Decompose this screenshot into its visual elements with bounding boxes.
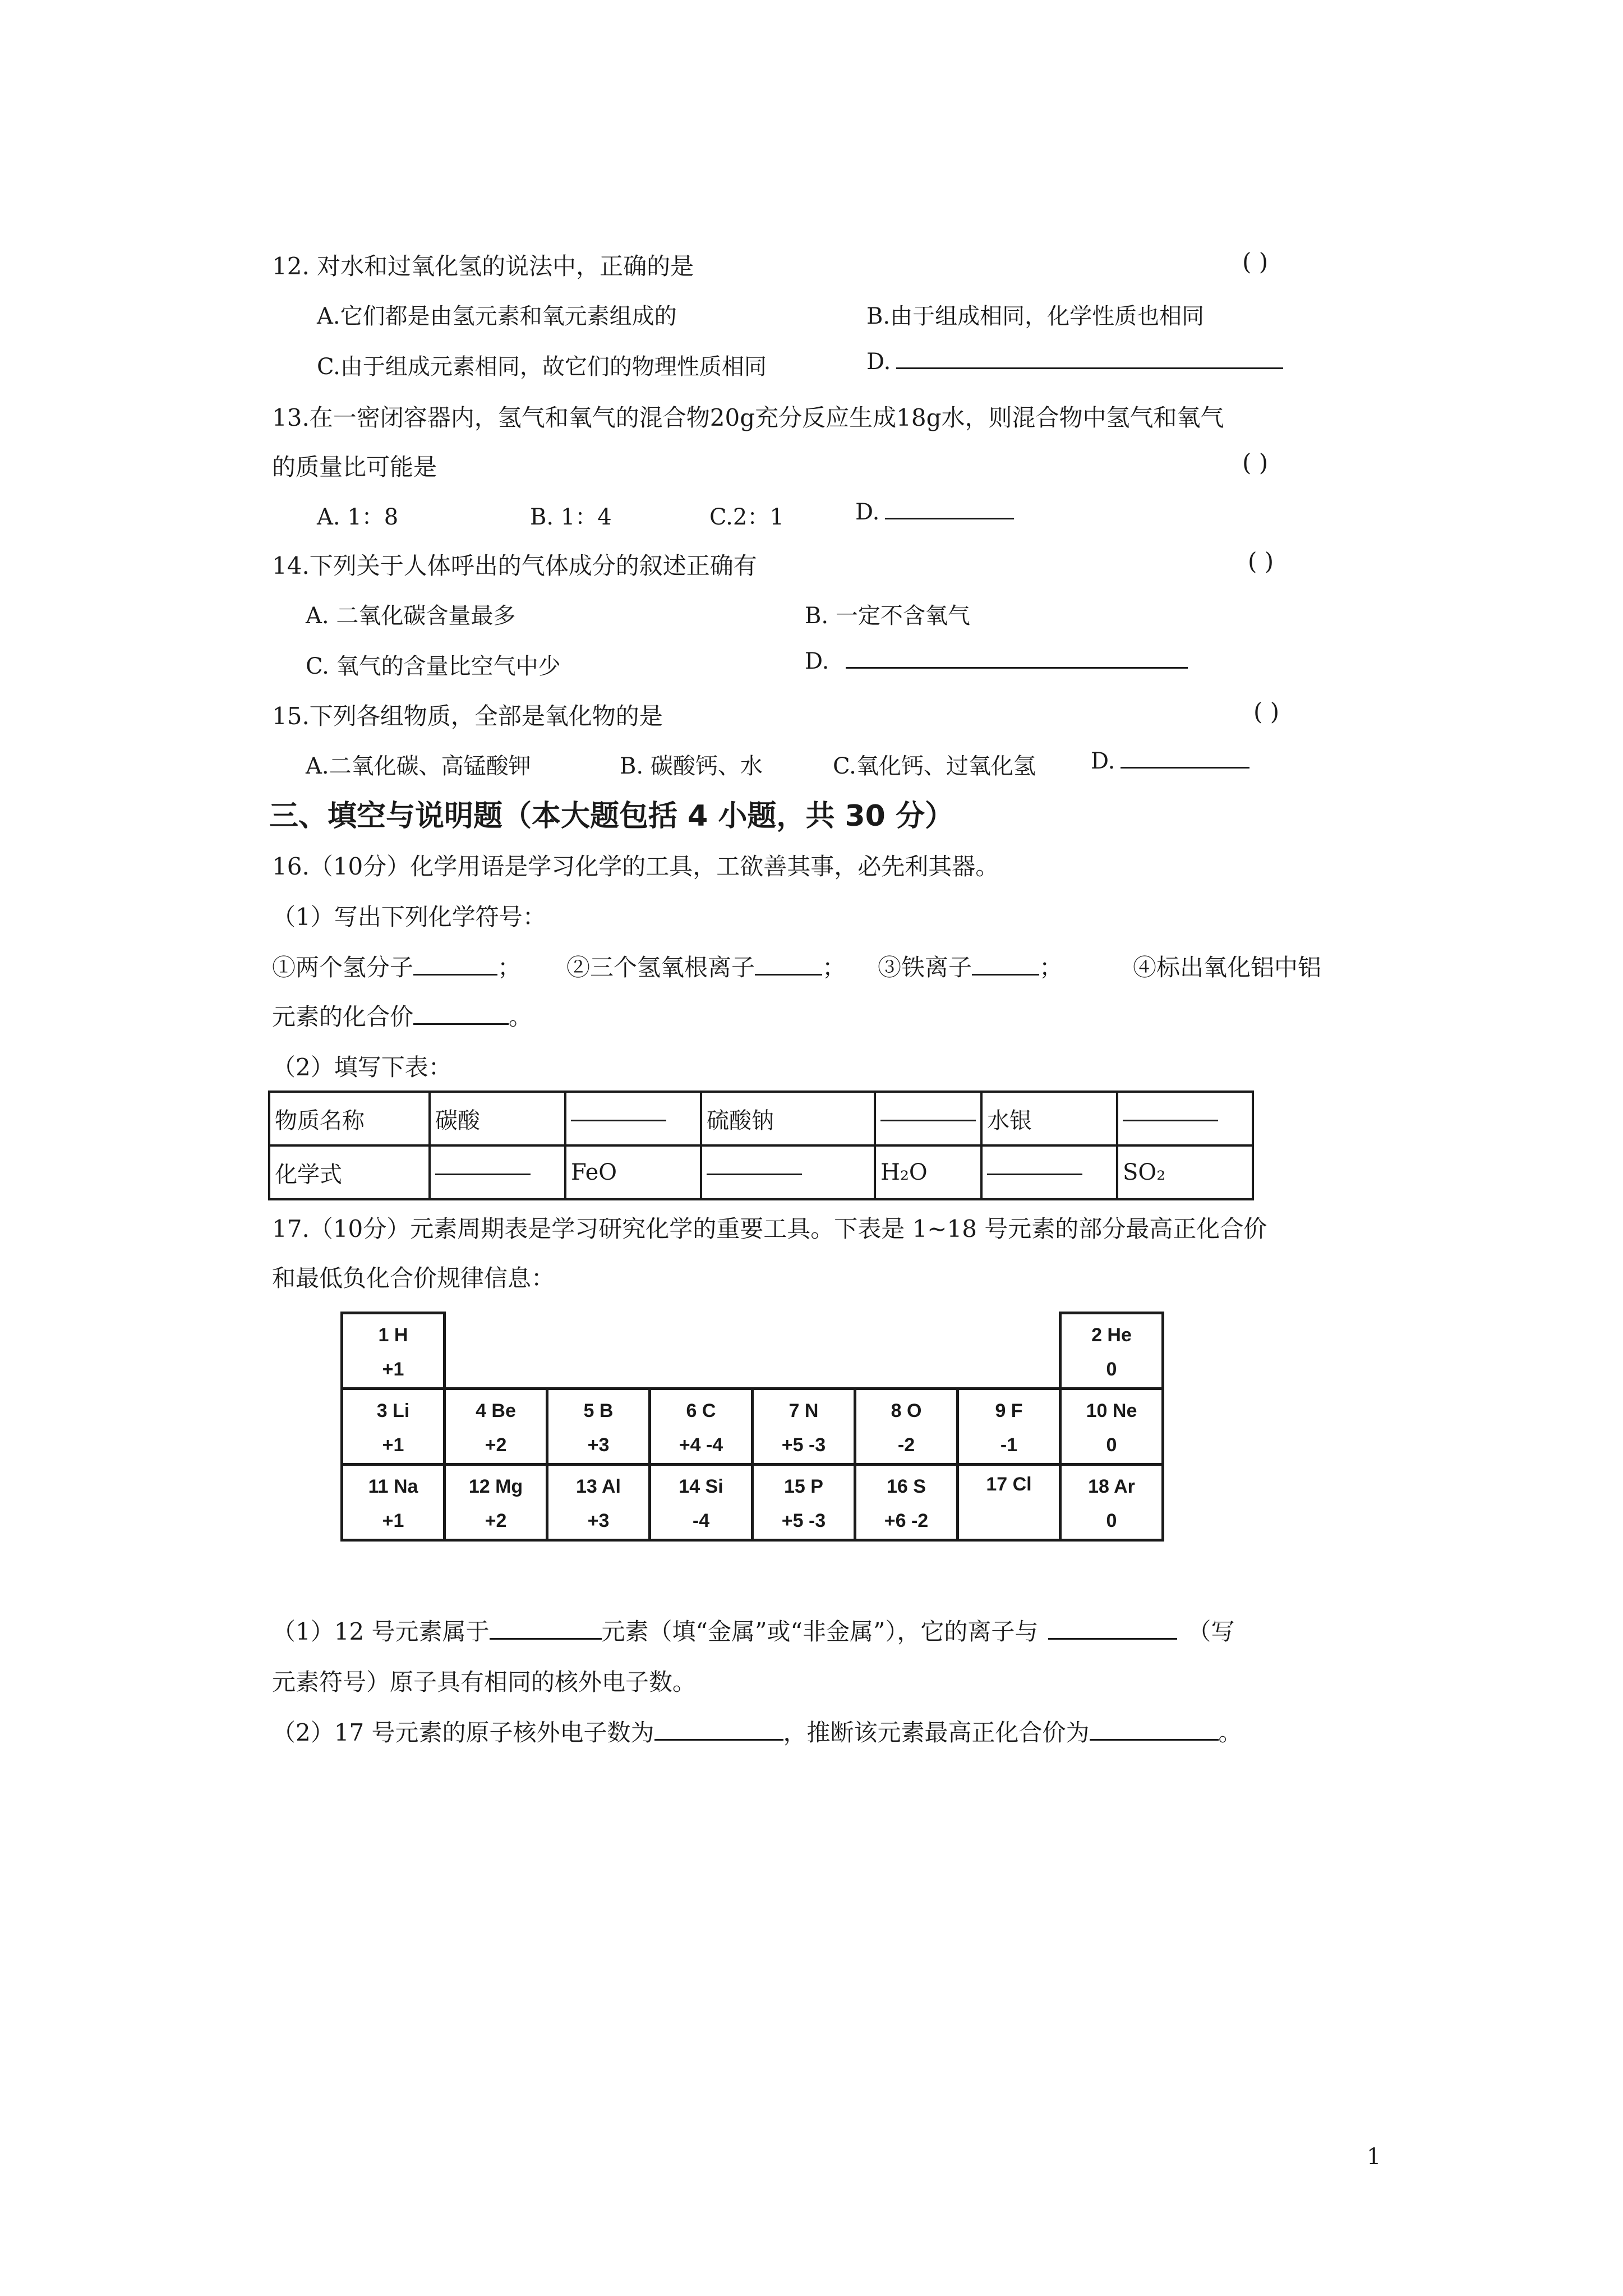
q16-stem: 16.（10分）化学用语是学习化学的工具，工欲善其事，必先利其器。 [272, 853, 999, 880]
periodic-row-1 [342, 1313, 1163, 1389]
q17-p2a: （2）17 号元素的原子核外电子数为 [272, 1719, 654, 1746]
element-valence: +4 -4 [679, 1434, 723, 1456]
q16-item4: ④标出氧化铝中铝 [1133, 954, 1322, 981]
element-valence: +3 [587, 1510, 610, 1531]
q17-p1a: （1）12 号元素属于 [272, 1618, 490, 1645]
element-valence: +5 -3 [781, 1434, 826, 1456]
periodic-row-3 [342, 1465, 1163, 1540]
table-cell-formula: FeO [565, 1145, 701, 1199]
q12-option-d-label: D. [866, 349, 891, 375]
q15-option-b: B. 碳酸钙、水 [620, 753, 763, 779]
blank-line[interactable] [987, 1173, 1082, 1175]
q12-option-c: C.由于组成元素相同，故它们的物理性质相同 [317, 354, 767, 380]
element-symbol: 6 C [686, 1400, 716, 1421]
element-cell [958, 1389, 1061, 1465]
element-symbol: 8 O [891, 1400, 922, 1421]
q13-option-a: A. 1：8 [317, 504, 399, 530]
element-symbol: 2 He [1091, 1324, 1132, 1346]
table-cell-name-blank[interactable] [875, 1092, 981, 1145]
element-cell [1061, 1465, 1163, 1540]
q16-item2-blank[interactable] [755, 973, 822, 976]
q12-option-b: B.由于组成相同，化学性质也相同 [866, 303, 1205, 329]
q16-item4b-label: 元素的化合价 [272, 1003, 414, 1030]
element-symbol: 11 Na [368, 1476, 418, 1497]
q16-item2-label: ②三个氢氧根离子 [566, 954, 755, 981]
q14-option-c: C. 氧气的含量比空气中少 [306, 654, 561, 679]
element-cell [342, 1465, 445, 1540]
element-symbol: 3 Li [376, 1400, 410, 1421]
q17-p1-blank2[interactable] [1048, 1637, 1177, 1640]
q12-d-blank[interactable] [896, 367, 1283, 369]
element-valence: +6 -2 [884, 1510, 929, 1531]
q16-item3 [878, 949, 1063, 983]
blank-line[interactable] [880, 1119, 976, 1121]
q13-stem-line1: 13.在一密闭容器内，氢气和氧气的混合物20g充分反应生成18g水，则混合物中氢气和氧气 [272, 404, 1224, 431]
q13-d-blank[interactable] [885, 517, 1014, 519]
q13-option-c: C.2：1 [709, 504, 784, 530]
q15-option-c: C.氧化钙、过氧化氢 [833, 753, 1036, 779]
element-symbol: 12 Mg [468, 1476, 523, 1497]
q16-item4-cont [272, 999, 532, 1032]
q17-part2 [272, 1714, 1242, 1748]
q12-answer-paren: ( ) [1242, 248, 1269, 275]
element-valence: +5 -3 [781, 1510, 826, 1531]
q15-answer-paren: ( ) [1253, 698, 1280, 725]
table-row [269, 1092, 1253, 1145]
element-symbol: 5 B [583, 1400, 614, 1421]
periodic-table-fragment [340, 1312, 1164, 1542]
element-valence: -4 [692, 1510, 710, 1531]
q14-option-a: A. 二氧化碳含量最多 [306, 603, 516, 629]
q16-item3-sep: ； [1039, 954, 1063, 981]
table-cell-formula: SO₂ [1117, 1145, 1253, 1199]
element-symbol: 18 Ar [1088, 1476, 1135, 1497]
element-cell [855, 1465, 958, 1540]
q17-p2-blank2[interactable] [1090, 1738, 1219, 1741]
element-cell [855, 1389, 958, 1465]
periodic-row-2 [342, 1389, 1163, 1465]
element-valence: -2 [897, 1434, 915, 1456]
q17-stem-line2: 和最低负化合价规律信息： [272, 1264, 555, 1292]
q17-p1c: （写 [1187, 1618, 1235, 1645]
q13-option-d-label: D. [855, 499, 880, 525]
q14-d-blank[interactable] [846, 666, 1188, 669]
q14-answer-paren: ( ) [1248, 547, 1274, 575]
element-cell-He [1061, 1313, 1163, 1389]
table-cell-formula-blank[interactable] [981, 1145, 1117, 1199]
element-valence: +1 [382, 1510, 404, 1531]
q15-option-d-label: D. [1091, 748, 1115, 774]
element-cell [547, 1465, 650, 1540]
page-number: 1 [1367, 2144, 1381, 2170]
q13-option-d [855, 499, 1014, 525]
table-cell-formula-blank[interactable] [701, 1145, 875, 1199]
element-cell [753, 1389, 855, 1465]
empty-cell [650, 1313, 753, 1389]
q16-sub2: （2）填写下表： [272, 1053, 452, 1081]
element-symbol: 17 Cl [986, 1474, 1032, 1495]
element-valence: -1 [1000, 1434, 1018, 1456]
q16-item2 [566, 949, 846, 983]
q15-option-a: A.二氧化碳、高锰酸钾 [306, 753, 531, 779]
element-symbol: 7 N [789, 1400, 819, 1421]
element-valence: 0 [1106, 1510, 1117, 1531]
element-cell [445, 1465, 547, 1540]
q17-part1-line1 [272, 1613, 1234, 1647]
empty-cell [855, 1313, 958, 1389]
empty-cell [753, 1313, 855, 1389]
table-cell-name: 硫酸钠 [701, 1092, 875, 1145]
q12-stem: 12. 对水和过氧化氢的说法中，正确的是 [272, 252, 694, 280]
element-symbol: 4 Be [476, 1400, 516, 1421]
q14-option-b: B. 一定不含氧气 [805, 603, 970, 629]
q17-stem-line1: 17.（10分）元素周期表是学习研究化学的重要工具。下表是 1~18 号元素的部分最高正化合价 [272, 1215, 1267, 1243]
q14-option-d-label: D. [805, 648, 829, 674]
element-symbol: 15 P [784, 1476, 823, 1497]
element-valence: +3 [587, 1434, 610, 1456]
table-row-label: 化学式 [269, 1145, 430, 1199]
q13-option-b: B. 1：4 [530, 504, 612, 530]
q12-option-a: A.它们都是由氢元素和氧元素组成的 [317, 303, 677, 329]
element-cell [650, 1389, 753, 1465]
q17-p1-blank1[interactable] [490, 1637, 602, 1640]
element-symbol: 9 F [995, 1400, 1023, 1421]
element-cell-Cl [958, 1465, 1061, 1540]
blank-line[interactable] [707, 1173, 802, 1175]
table-cell-name: 碳酸 [430, 1092, 565, 1145]
table-cell-name: 水银 [981, 1092, 1117, 1145]
element-valence: 0 [1106, 1359, 1117, 1380]
q16-item3-label: ③铁离子 [878, 954, 972, 981]
q16-substance-table [268, 1091, 1254, 1200]
q12-option-d [866, 349, 1283, 375]
q16-sub1: （1）写出下列化学符号： [272, 903, 546, 931]
q17-p2b: ，推断该元素最高正化合价为 [783, 1719, 1090, 1746]
q14-stem: 14.下列关于人体呼出的气体成分的叙述正确有 [272, 552, 757, 579]
element-valence: +2 [485, 1510, 507, 1531]
element-symbol: 13 Al [575, 1476, 621, 1497]
q17-p2c: 。 [1218, 1719, 1242, 1746]
q16-item3-blank[interactable] [972, 973, 1039, 976]
element-valence: +1 [382, 1359, 404, 1380]
empty-cell [958, 1313, 1061, 1389]
element-cell [1061, 1389, 1163, 1465]
empty-cell [445, 1313, 547, 1389]
q16-item2-sep: ； [822, 954, 846, 981]
q16-item1-blank[interactable] [413, 973, 497, 976]
table-row [269, 1145, 1253, 1199]
element-symbol: 10 Ne [1086, 1400, 1137, 1421]
q13-stem-line2: 的质量比可能是 [272, 453, 437, 481]
section-3-heading: 三、填空与说明题（本大题包括 4 小题，共 30 分） [269, 799, 954, 833]
blank-line[interactable] [435, 1173, 531, 1175]
element-valence: 0 [1106, 1434, 1117, 1456]
element-cell [650, 1465, 753, 1540]
element-symbol: 16 S [887, 1476, 926, 1497]
q16-item4-blank[interactable] [413, 1023, 509, 1025]
element-cell-H [342, 1313, 445, 1389]
q16-item1-sep: ； [497, 954, 522, 981]
q16-item1 [272, 949, 521, 983]
table-row-label: 物质名称 [269, 1092, 430, 1145]
empty-cell [547, 1313, 650, 1389]
blank-line[interactable] [1123, 1119, 1218, 1121]
element-cell [753, 1465, 855, 1540]
q16-item1-label: ①两个氢分子 [272, 954, 414, 981]
q17-part1-line2: 元素符号）原子具有相同的核外电子数。 [272, 1668, 697, 1696]
table-cell-name-blank[interactable] [565, 1092, 701, 1145]
q16-item4-end: 。 [509, 1003, 533, 1030]
q17-p2-blank1[interactable] [654, 1738, 783, 1741]
element-cell [342, 1389, 445, 1465]
element-symbol: 14 Si [679, 1476, 723, 1497]
blank-line[interactable] [571, 1119, 666, 1121]
q14-option-d [805, 648, 1188, 674]
element-cell [445, 1389, 547, 1465]
q17-p1b: 元素（填“金属”或“非金属”），它的离子与 [601, 1618, 1039, 1645]
q15-option-d [1091, 748, 1249, 774]
element-cell [547, 1389, 650, 1465]
element-symbol: 1 H [378, 1324, 408, 1346]
table-cell-formula-blank[interactable] [430, 1145, 565, 1199]
element-valence: +2 [485, 1434, 507, 1456]
table-cell-formula: H₂O [875, 1145, 981, 1199]
table-cell-name-blank[interactable] [1117, 1092, 1253, 1145]
element-valence: +1 [382, 1434, 404, 1456]
q15-stem: 15.下列各组物质，全部是氧化物的是 [272, 702, 663, 730]
q13-answer-paren: ( ) [1242, 449, 1269, 476]
q15-d-blank[interactable] [1121, 766, 1249, 769]
